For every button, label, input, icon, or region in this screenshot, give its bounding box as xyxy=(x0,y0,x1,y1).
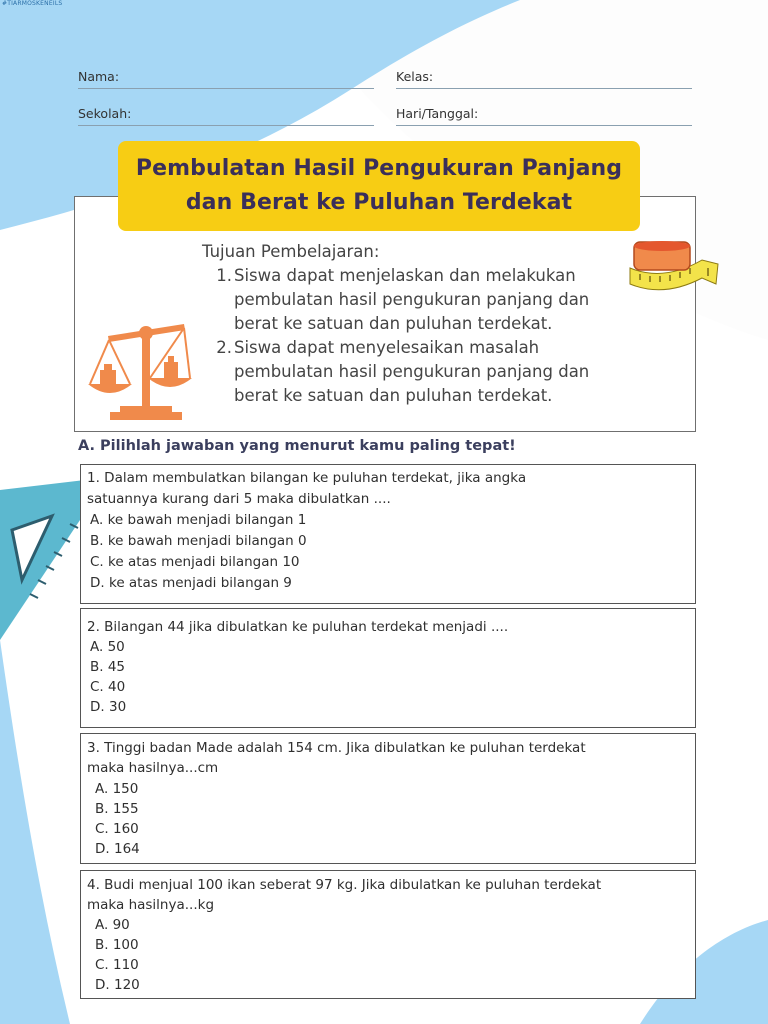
answer-option[interactable]: C. ke atas menjadi bilangan 10 xyxy=(90,554,300,570)
answer-option[interactable]: A. 50 xyxy=(90,639,125,655)
objective-item xyxy=(202,264,622,336)
brand-logo: #TIARMOSKENEILS xyxy=(2,0,63,7)
answer-option[interactable]: C. 40 xyxy=(90,679,126,695)
answer-option[interactable]: A. ke bawah menjadi bilangan 1 xyxy=(90,512,307,528)
objectives-heading: Tujuan Pembelajaran: xyxy=(202,242,380,261)
question-text: 1. Dalam membulatkan bilangan ke puluhan terdekat, jika angka xyxy=(87,470,527,486)
answer-option[interactable]: A. 90 xyxy=(95,917,130,933)
question-1-box xyxy=(80,464,696,604)
question-text: maka hasilnya...cm xyxy=(87,760,219,777)
question-4-box xyxy=(80,870,696,999)
question-text: 3. Tinggi badan Made adalah 154 cm. Jika dibulatkan ke puluhan terdekat xyxy=(87,740,586,756)
answer-option[interactable]: C. 160 xyxy=(95,821,139,838)
school-field[interactable]: Sekolah: xyxy=(78,103,374,126)
objective-text: Siswa dapat menjelaskan dan melakukan pembulatan hasil pengukuran panjang dan berat ke satuan dan puluhan terdekat. xyxy=(234,266,590,333)
objective-number: 1. xyxy=(216,266,232,285)
measuring-tape-icon xyxy=(624,238,724,298)
answer-option[interactable]: A. 150 xyxy=(95,780,139,797)
question-text: 2. Bilangan 44 jika dibulatkan ke puluhan terdekat menjadi .... xyxy=(87,619,509,635)
page-title-line-1: Pembulatan Hasil Pengukuran Panjang xyxy=(135,156,623,181)
question-text: maka hasilnya...kg xyxy=(87,897,215,913)
name-field[interactable]: Nama: xyxy=(78,66,374,89)
answer-option[interactable]: D. 120 xyxy=(95,977,140,993)
class-field[interactable]: Kelas: xyxy=(396,66,692,89)
objective-item xyxy=(202,336,622,408)
objective-text: Siswa dapat menyelesaikan masalah pembulatan hasil pengukuran panjang dan berat ke satuan dan puluhan terdekat. xyxy=(234,338,590,405)
objective-number: 2. xyxy=(216,338,232,357)
section-title: A. Pilihlah jawaban yang menurut kamu paling tepat! xyxy=(78,438,516,454)
answer-option[interactable]: B. 100 xyxy=(95,937,139,953)
answer-option[interactable]: B. 155 xyxy=(95,800,139,817)
answer-option[interactable]: D. ke atas menjadi bilangan 9 xyxy=(90,575,292,591)
balance-scale-icon xyxy=(80,322,200,422)
date-field[interactable]: Hari/Tanggal: xyxy=(396,103,692,126)
answer-option[interactable]: D. 30 xyxy=(90,699,127,715)
question-text: 4. Budi menjual 100 ikan seberat 97 kg. Jika dibulatkan ke puluhan terdekat xyxy=(87,877,602,893)
answer-option[interactable]: B. 45 xyxy=(90,659,126,675)
page-title-line-2: dan Berat ke Puluhan Terdekat xyxy=(185,190,573,215)
title-banner xyxy=(118,141,640,231)
learning-objectives xyxy=(202,240,622,408)
answer-option[interactable]: B. ke bawah menjadi bilangan 0 xyxy=(90,533,307,549)
question-3-box xyxy=(80,733,696,864)
answer-option[interactable]: D. 164 xyxy=(95,841,140,858)
question-2-box xyxy=(80,608,696,728)
answer-option[interactable]: C. 110 xyxy=(95,957,139,973)
question-text: satuannya kurang dari 5 maka dibulatkan .... xyxy=(87,491,391,507)
triangle-ruler-icon xyxy=(0,480,90,640)
